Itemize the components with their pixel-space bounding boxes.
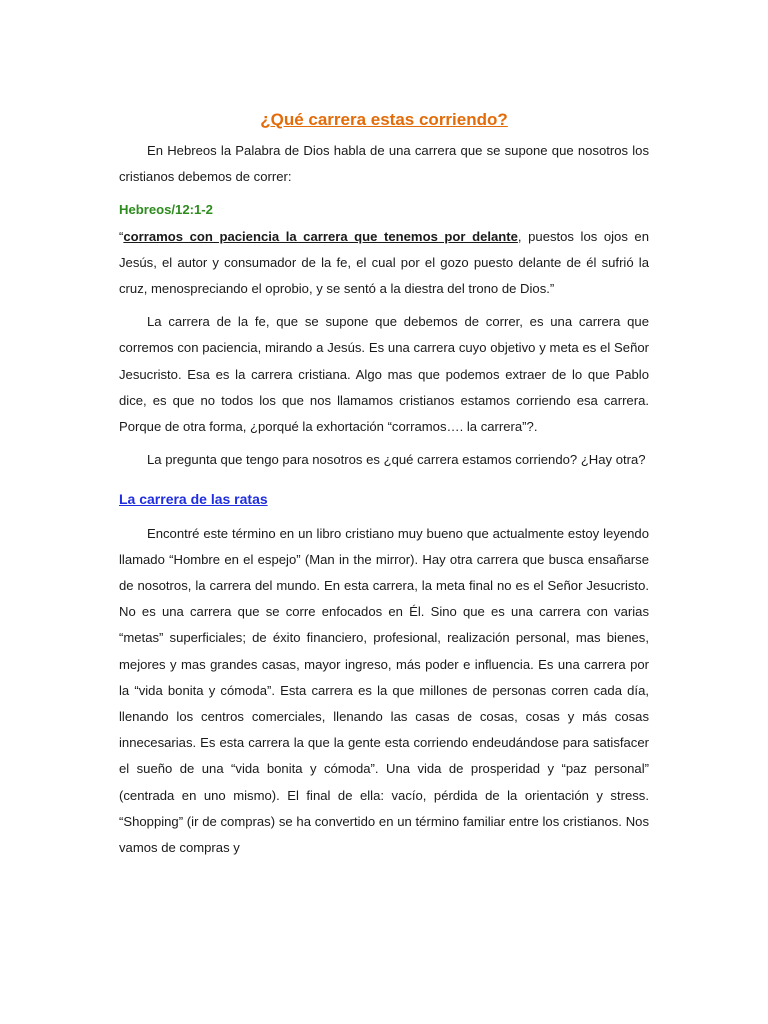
scripture-reference: Hebreos/12:1-2 [119,202,213,218]
scripture-quote [119,224,649,303]
document-title: ¿Qué carrera estas corriendo? [260,110,508,129]
document-body [119,106,649,868]
quote-rest: , puestos los ojos en Jesús, el autor y consumador de la fe, el cual por el gozo puesto delante de él sufrió la cruz, menospreciando el oprobio, y se sentó a la diestra del trono de Dios.” [119,228,649,297]
paragraph-faith-race: La carrera de la fe, que se supone que debemos de correr, es una carrera que corremos con paciencia, mirando a Jesús. Es una carrera cuyo objetivo y meta es el Señor Jesucristo. Esa es la carrera cristiana. Algo mas que podemos extraer de lo que Pablo dice, es que no todos los que nos llamamos cristianos estamos corriendo esa carrera. Porque de otra forma, ¿porqué la exhortación “corramos…. la carrera”?. [119,314,649,435]
section-title: La carrera de las ratas [119,491,268,508]
quote-open-mark: “ [119,228,124,244]
quote-emphasis: corramos con paciencia la carrera que tenemos por delante [123,228,518,244]
paragraph-rat-race: Encontré este término en un libro cristiano muy bueno que actualmente estoy leyendo llamado “Hombre en el espejo” (Man in the mirror). Hay otra carrera que busca ensañarse de nosotros, la carrera del mundo. En esta carrera, la meta final no es el Señor Jesucristo. No es una carrera que se corre enfocados en Él. Sino que es una carrera con varias “metas” superficiales; de éxito financiero, profesional, realización personal, mas bienes, mejores y mas grandes casas, mayor ingreso, más poder e influencia. Es una carrera por la “vida bonita y cómoda”. Esta carrera es la que millones de personas corren cada día, llenando los centros comerciales, llenando las casas de cosas, cosas y más cosas innecesarias. Es esta carrera la que la gente esta corriendo endeudándose para satisfacer el sueño de una “vida bonita y cómoda”. Una vida de prosperidad y “paz personal” (centrada en uno mismo). El final de ella: vacío, pérdida de la orientación y stress. “Shopping” (ir de compras) se ha convertido en un término familiar entre los cristianos. Nos vamos de compras y [119,525,649,856]
intro-paragraph: En Hebreos la Palabra de Dios habla de una carrera que se supone que nosotros los cristianos debemos de correr: [119,143,649,185]
paragraph-question: La pregunta que tengo para nosotros es ¿qué carrera estamos corriendo? ¿Hay otra? [147,452,646,468]
